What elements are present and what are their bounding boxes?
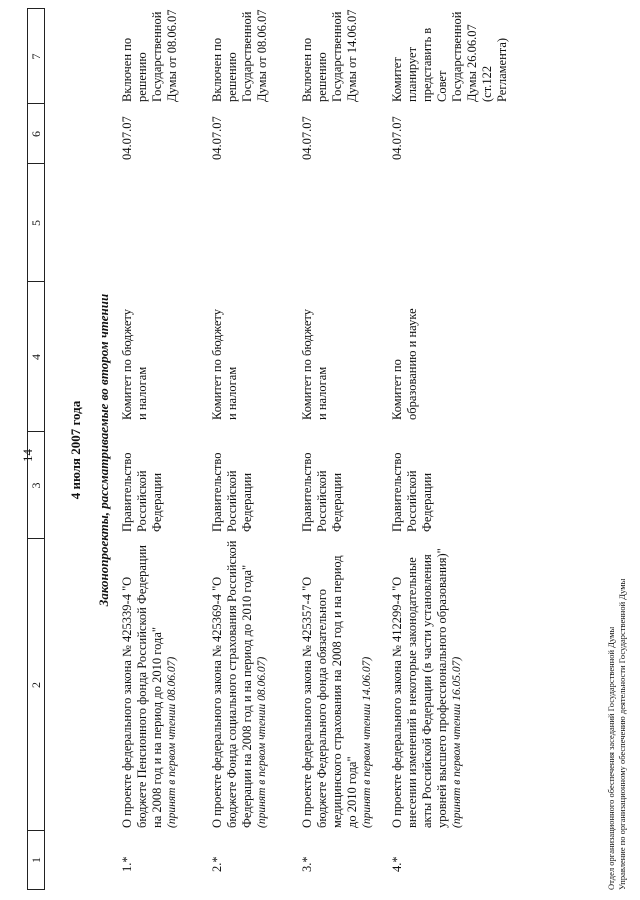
- bill-description: [390, 540, 465, 828]
- column-number-5: 5: [28, 163, 44, 282]
- consideration-date: 04.07.07: [300, 116, 314, 160]
- inclusion-status: Включен по решению Государственной Думы от 14.06.07: [300, 9, 359, 102]
- row-number: 1.*: [120, 856, 134, 872]
- consideration-date: 04.07.07: [120, 116, 134, 160]
- inclusion-status: Комитет планирует представить в Совет Государственной Думы 26.06.07 (ст.122 Регламента): [390, 11, 509, 102]
- bill-description: [120, 540, 180, 828]
- responsible-committee: Комитет по образованию и науке: [390, 308, 419, 420]
- bill-author: Правительство Российской Федерации: [300, 452, 344, 532]
- bill-title: О проекте федерального закона № 425357-4 "О бюджете Федерального фонда обязательного медицинского страхования на 2008 год и на период до 2010 года": [300, 555, 359, 828]
- column-number-6: 6: [28, 103, 44, 164]
- row-number: 4.*: [390, 856, 404, 872]
- consideration-date: 04.07.07: [390, 116, 404, 160]
- column-number-4: 4: [28, 281, 44, 432]
- bill-description: [210, 540, 270, 828]
- column-number-3: 3: [28, 431, 44, 539]
- column-number-2: 2: [28, 538, 44, 831]
- bill-title: О проекте федерального закона № 425369-4 "О бюджете Фонда социального страхования Российской Федерации на 2008 год и на период до 2010 года": [210, 540, 254, 828]
- reading-note: (принят в первом чтении 08.06.07): [166, 656, 178, 828]
- footer-directorate: Управление по организационному обеспечению деятельности Государственной Думы: [617, 578, 627, 890]
- row-number: 2.*: [210, 856, 224, 872]
- reading-note: (принят в первом чтении 16.05.07): [451, 656, 463, 828]
- responsible-committee: Комитет по бюджету и налогам: [120, 309, 149, 420]
- date-heading: 4 июля 2007 года: [68, 400, 83, 500]
- reading-note: (принят в первом чтении 14.06.07): [361, 656, 373, 828]
- responsible-committee: Комитет по бюджету и налогам: [300, 309, 329, 420]
- inclusion-status: Включен по решению Государственной Думы от 08.06.07: [120, 9, 179, 102]
- section-heading: Законопроекты, рассматриваемые во втором чтении: [96, 293, 111, 607]
- bill-title: О проекте федерального закона № 412299-4 "О внесении изменений в некоторые законодательные акты Российской Федерации (в части установления уровней высшего профессионального образования)": [390, 548, 449, 828]
- bill-title: О проекте федерального закона № 425339-4 "О бюджете Пенсионного фонда Российской Федерации на 2008 год и на период до 2010 года": [120, 545, 164, 828]
- column-number-1: 1: [28, 830, 44, 889]
- bill-author: Правительство Российской Федерации: [390, 452, 434, 532]
- row-number: 3.*: [300, 856, 314, 872]
- page-number: 14: [20, 449, 35, 462]
- bill-author: Правительство Российской Федерации: [120, 452, 164, 532]
- bill-description: [300, 540, 375, 828]
- column-number-7: 7: [29, 53, 43, 60]
- column-header-row: [27, 8, 45, 890]
- responsible-committee: Комитет по бюджету и налогам: [210, 309, 239, 420]
- inclusion-status: Включен по решению Государственной Думы от 08.06.07: [210, 9, 269, 102]
- consideration-date: 04.07.07: [210, 116, 224, 160]
- footer-department: Отдел организационного обеспечения заседаний Государственной Думы: [606, 626, 616, 890]
- bill-author: Правительство Российской Федерации: [210, 452, 254, 532]
- reading-note: (принят в первом чтении 08.06.07): [256, 656, 268, 828]
